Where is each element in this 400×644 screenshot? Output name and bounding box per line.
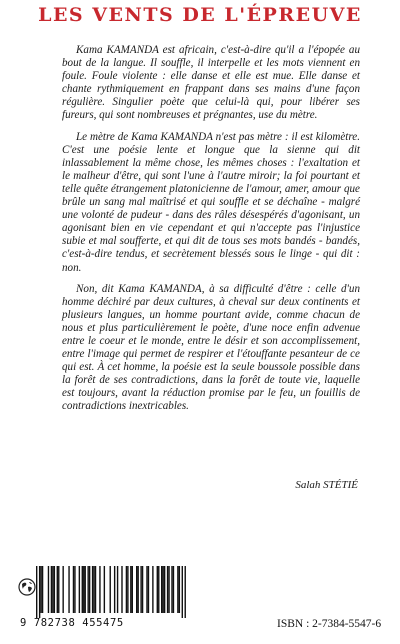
barcode-bar [36, 566, 37, 618]
barcode-number: 9 782738 455475 [20, 617, 124, 629]
barcode-bar [182, 566, 183, 618]
barcode-bar [148, 566, 149, 613]
barcode-bar [146, 566, 147, 613]
barcode-bar [137, 566, 138, 613]
barcode-bar [74, 566, 75, 613]
barcode-bar [157, 566, 158, 613]
barcode-bar [152, 566, 153, 613]
barcode-bar [85, 566, 86, 613]
paragraph-3: Non, dit Kama KAMANDA, à sa difficulté d'être : celle d'un homme déchiré par deux cultures, à cheval sur deux continents et plusieurs langues, un homme pourtant avide, comme chacun de nous et plus particulièrement le poète, d'une noce enfin advenue entre le coeur et le monde, entre le désir et son accomplissement, entre l'image qui permet de respirer et l'étouffante pesanteur de ce qui est. À cet homme, la poésie est la seule boussole possible dans la forêt de ses contradictions, dans la forêt de toute vie, laquelle est toujours, avant la réduction promise par le feu, un fouillis de contradictions inextricables. [62, 282, 360, 413]
barcode-bar [164, 566, 165, 613]
barcode-bar [89, 566, 90, 613]
paragraph-2: Le mètre de Kama KAMANDA n'est pas mètre : il est kilomètre. C'est une poésie lente et longue que la sienne qui dit inlassablement la même chose, les mêmes choses : l'exaltation et le malheur d'être, qui sont l'une à l'autre miroir; la foi pourtant et telle quête étrangement platonicienne de l'amour, amer, amour que brûle un sang mal maîtrisé et qui souffle et se déchaîne - malgré une volonté de pudeur - dans des râles désespérés d'agonisant, un agonisant bien en vie cependant et qui n'accepte pas l'injustice subie et mal soufferte, et qui dit de tous ses mots bandés - bandés, c'est-à-dire tendus, et secrètement blessés sous le linge - qui dit : non. [62, 130, 360, 274]
barcode-bar [62, 566, 63, 613]
barcode-bar [158, 566, 159, 613]
barcode-bar [51, 566, 52, 613]
barcode-bar [83, 566, 84, 613]
back-cover-text [62, 44, 360, 422]
barcode-bar [117, 566, 118, 613]
isbn-number: ISBN : 2-7384-5547-6 [277, 618, 382, 630]
barcode-bar [185, 566, 186, 618]
barcode-bar [54, 566, 55, 613]
barcode-bar [48, 566, 49, 613]
barcode-bar [179, 566, 180, 613]
barcode-bar [68, 566, 69, 613]
barcode-bar [42, 566, 43, 613]
barcode-bar [140, 566, 141, 613]
barcode-bar [168, 566, 169, 613]
barcode-bar [58, 566, 59, 613]
barcode-bar [40, 566, 41, 613]
barcode-bar [121, 566, 122, 613]
barcode-bar [171, 566, 172, 613]
book-title: LES VENTS DE L'ÉPREUVE [38, 4, 362, 26]
barcode-bar [136, 566, 137, 613]
barcode-bar [130, 566, 131, 613]
barcode-block [18, 566, 193, 636]
globe-icon [18, 578, 36, 596]
barcode-bar [82, 566, 83, 613]
barcode-bar [162, 566, 163, 613]
barcode-bar [39, 566, 40, 618]
barcode-bar [79, 566, 80, 613]
author-signature: Salah STÉTIÉ [295, 479, 358, 491]
barcode-bar [93, 566, 94, 613]
barcode-bar [114, 566, 115, 613]
barcode-bar [142, 566, 143, 613]
paragraph-1: Kama KAMANDA est africain, c'est-à-dire qu'il a l'épopée au bout de la langue. Il souffle, il interpelle et les mots viennent en foule. Foule violente : elle danse et elle est mue. Elle danse et chante rythmiquement en frappant dans ses mains d'une façon régulière. Singulier poète que celui-là qui, pour libérer ses fureurs, qui sont nombreuses et prégnantes, use du mètre. [62, 44, 360, 122]
barcode-bar [126, 566, 127, 613]
barcode-bar [177, 566, 178, 613]
barcode-bar [52, 566, 53, 613]
barcode-bar [73, 566, 74, 613]
barcode-bar [92, 566, 93, 613]
barcode-bar [87, 566, 88, 613]
barcode-bar [104, 566, 105, 613]
barcode-bar [167, 566, 168, 613]
barcode-bar [110, 566, 111, 613]
barcode-bar [132, 566, 133, 613]
barcode-bars [36, 566, 186, 618]
barcode-bar [161, 566, 162, 613]
barcode-bar [127, 566, 128, 613]
barcode-bar [95, 566, 96, 613]
barcode-bar [57, 566, 58, 613]
barcode-bar [173, 566, 174, 613]
barcode-bar [99, 566, 100, 613]
